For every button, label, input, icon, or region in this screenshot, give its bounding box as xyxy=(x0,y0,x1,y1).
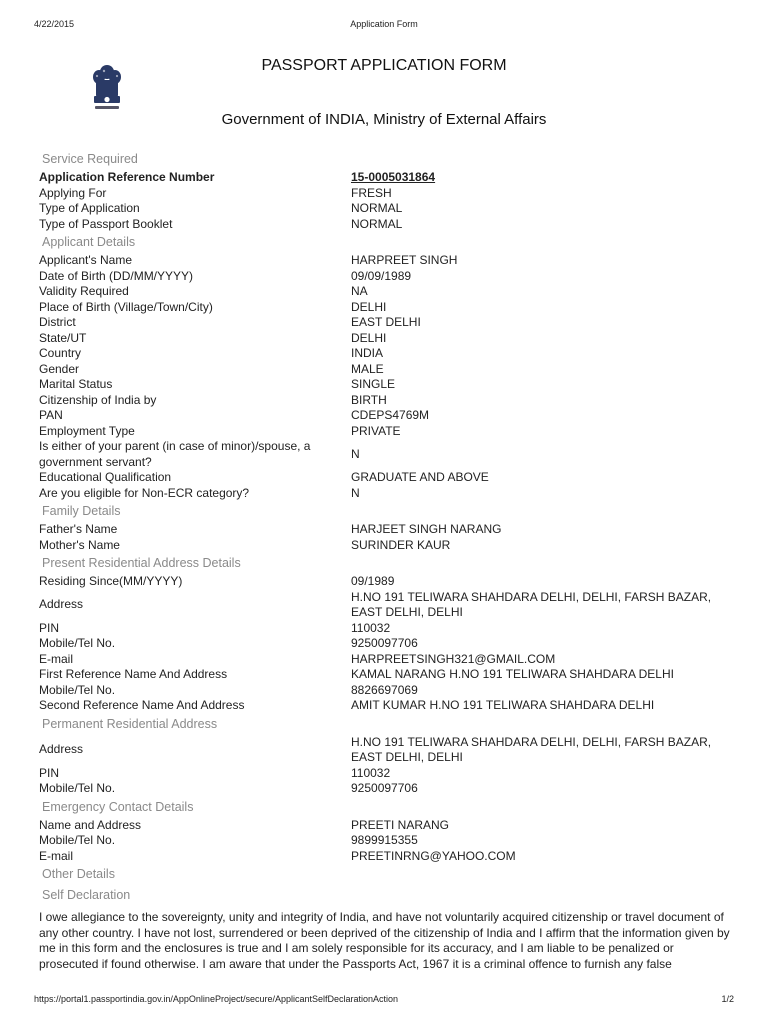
field-label: State/UT xyxy=(39,330,87,345)
field-value: 15-0005031864 xyxy=(351,170,436,184)
section-other-details xyxy=(39,864,739,885)
field-label: PAN xyxy=(39,408,63,422)
application-form xyxy=(39,149,739,972)
section-emergency-contact xyxy=(39,797,739,865)
section-service-required xyxy=(39,149,739,232)
field-row xyxy=(39,781,739,797)
field-value: 09/1989 xyxy=(351,574,395,588)
section-title: Emergency Contact Details xyxy=(42,799,194,814)
field-row xyxy=(39,574,739,590)
field-value: N xyxy=(351,446,360,461)
field-row xyxy=(39,590,739,621)
field-label: Is either of your parent (in case of minor)/spouse, a government servant? xyxy=(39,439,311,469)
field-value: 09/09/1989 xyxy=(351,268,412,283)
field-value: 8826697069 xyxy=(351,682,418,697)
field-row xyxy=(39,818,739,834)
field-value: DELHI xyxy=(351,330,387,345)
field-label: Mobile/Tel No. xyxy=(39,781,116,795)
field-value: N xyxy=(351,485,360,500)
field-value: SINGLE xyxy=(351,377,396,391)
field-label: Name and Address xyxy=(39,817,142,832)
self-declaration-text: I owe allegiance to the sovereignty, unity and integrity of India, and have not voluntarily acquired citizenship or travel document of any other country. I have not lost, surrendered or been deprived of the citizenship of India and I affirm that the information given by me in this form and the enclosures is true and I am solely responsible for its accuracy, and I am liable to be penalized or prosecuted if found otherwise. I am aware that under the Passports Act, 1967 it is a criminal offence to furnish any false xyxy=(39,910,730,971)
field-row xyxy=(39,849,739,865)
field-label: E-mail xyxy=(39,651,74,666)
field-label: Country xyxy=(39,346,82,360)
print-header xyxy=(34,19,734,29)
field-label: Validity Required xyxy=(39,284,129,298)
print-doc-title: Application Form xyxy=(350,19,418,29)
field-row xyxy=(39,315,739,331)
field-row xyxy=(39,253,739,269)
field-row xyxy=(39,636,739,652)
field-label: Application Reference Number xyxy=(39,170,215,184)
field-label: Type of Passport Booklet xyxy=(39,216,173,231)
field-row xyxy=(39,667,739,683)
field-label: Gender xyxy=(39,361,80,376)
field-value: PRIVATE xyxy=(351,423,401,438)
self-declaration-title: Self Declaration xyxy=(42,888,131,902)
field-label: Residing Since(MM/YYYY) xyxy=(39,574,183,588)
field-row xyxy=(39,621,739,637)
field-value: BIRTH xyxy=(351,392,387,407)
section-title: Permanent Residential Address xyxy=(42,716,218,731)
form-subtitle: Government of INDIA, Ministry of External Affairs xyxy=(221,111,547,128)
field-value: HARJEET SINGH NARANG xyxy=(351,522,502,536)
field-label: Type of Application xyxy=(39,201,140,215)
field-row xyxy=(39,470,739,486)
field-label: Employment Type xyxy=(39,423,135,438)
field-row xyxy=(39,522,739,538)
field-value: AMIT KUMAR H.NO 191 TELIWARA SHAHDARA DELHI xyxy=(351,698,655,712)
field-label: Citizenship of India by xyxy=(39,392,157,407)
field-label: PIN xyxy=(39,620,60,635)
field-row xyxy=(39,698,739,714)
section-title: Other Details xyxy=(42,867,115,881)
field-value: KAMAL NARANG H.NO 191 TELIWARA SHAHDARA DELHI xyxy=(351,667,674,681)
field-row xyxy=(39,300,739,316)
field-label: Place of Birth (Village/Town/City) xyxy=(39,299,213,314)
field-value: PREETI NARANG xyxy=(351,817,450,832)
section-present-address xyxy=(39,553,739,714)
field-value: INDIA xyxy=(351,346,384,360)
field-label: Mobile/Tel No. xyxy=(39,833,116,847)
field-row xyxy=(39,486,739,502)
section-applicant-details xyxy=(39,232,739,501)
field-row xyxy=(39,331,739,347)
field-row xyxy=(39,346,739,362)
field-value: CDEPS4769M xyxy=(351,408,430,422)
field-value: 9899915355 xyxy=(351,833,418,847)
field-label: Applicant's Name xyxy=(39,253,132,267)
field-value: HARPREET SINGH xyxy=(351,253,458,267)
field-row xyxy=(39,201,739,217)
field-label: Applying For xyxy=(39,185,107,200)
field-label: Mother's Name xyxy=(39,537,120,552)
field-value: DELHI xyxy=(351,299,387,314)
section-title: Service Required xyxy=(42,152,138,166)
field-value: 9250097706 xyxy=(351,636,418,650)
field-row xyxy=(39,833,739,849)
print-page-number: 1/2 xyxy=(721,994,734,1004)
field-value: EAST DELHI xyxy=(351,315,421,329)
field-value: 110032 xyxy=(351,620,391,635)
field-label: Father's Name xyxy=(39,522,118,536)
print-footer xyxy=(34,994,734,1004)
field-label: Date of Birth (DD/MM/YYYY) xyxy=(39,268,194,283)
section-permanent-address xyxy=(39,714,739,797)
field-label: PIN xyxy=(39,765,60,780)
field-row xyxy=(39,538,739,554)
field-value: NORMAL xyxy=(351,216,403,231)
field-row xyxy=(39,683,739,699)
field-row xyxy=(39,393,739,409)
field-label: Educational Qualification xyxy=(39,470,172,484)
section-title: Family Details xyxy=(42,504,121,518)
field-row xyxy=(39,186,739,202)
field-value: 9250097706 xyxy=(351,781,418,795)
field-label: District xyxy=(39,315,76,329)
field-row xyxy=(39,652,739,668)
field-label: Mobile/Tel No. xyxy=(39,636,116,650)
field-row xyxy=(39,284,739,300)
field-value: PREETINRNG@YAHOO.COM xyxy=(351,848,516,863)
section-family-details xyxy=(39,501,739,553)
field-label: Address xyxy=(39,597,84,612)
print-url: https://portal1.passportindia.gov.in/AppOnlineProject/secure/ApplicantSelfDeclarationAction xyxy=(34,994,399,1004)
field-row xyxy=(39,439,739,470)
print-date: 4/22/2015 xyxy=(34,19,75,29)
field-row xyxy=(39,217,739,233)
field-value: H.NO 191 TELIWARA SHAHDARA DELHI, DELHI, FARSH BAZAR, EAST DELHI, DELHI xyxy=(351,589,712,619)
field-label: Address xyxy=(39,742,84,757)
field-value: FRESH xyxy=(351,185,392,200)
field-value: 110032 xyxy=(351,765,391,780)
field-row xyxy=(39,362,739,378)
field-label: First Reference Name And Address xyxy=(39,667,228,681)
field-row xyxy=(39,269,739,285)
section-title: Applicant Details xyxy=(42,235,136,249)
field-value: HARPREETSINGH321@GMAIL.COM xyxy=(351,651,556,666)
field-label: Mobile/Tel No. xyxy=(39,682,116,697)
field-row xyxy=(39,424,739,440)
form-title: PASSPORT APPLICATION FORM xyxy=(261,57,507,74)
field-value: GRADUATE AND ABOVE xyxy=(351,470,489,484)
field-value: NA xyxy=(351,284,368,298)
field-row xyxy=(39,377,739,393)
field-label: Second Reference Name And Address xyxy=(39,698,245,712)
field-row xyxy=(39,408,739,424)
field-value: MALE xyxy=(351,361,384,376)
field-label: E-mail xyxy=(39,848,74,863)
field-row xyxy=(39,735,739,766)
field-value: SURINDER KAUR xyxy=(351,537,451,552)
field-row xyxy=(39,766,739,782)
field-row xyxy=(39,170,739,186)
field-value: H.NO 191 TELIWARA SHAHDARA DELHI, DELHI, FARSH BAZAR, EAST DELHI, DELHI xyxy=(351,734,712,764)
field-label: Marital Status xyxy=(39,377,113,391)
field-value: NORMAL xyxy=(351,201,403,215)
field-label: Are you eligible for Non-ECR category? xyxy=(39,485,250,500)
section-title: Present Residential Address Details xyxy=(42,556,241,570)
